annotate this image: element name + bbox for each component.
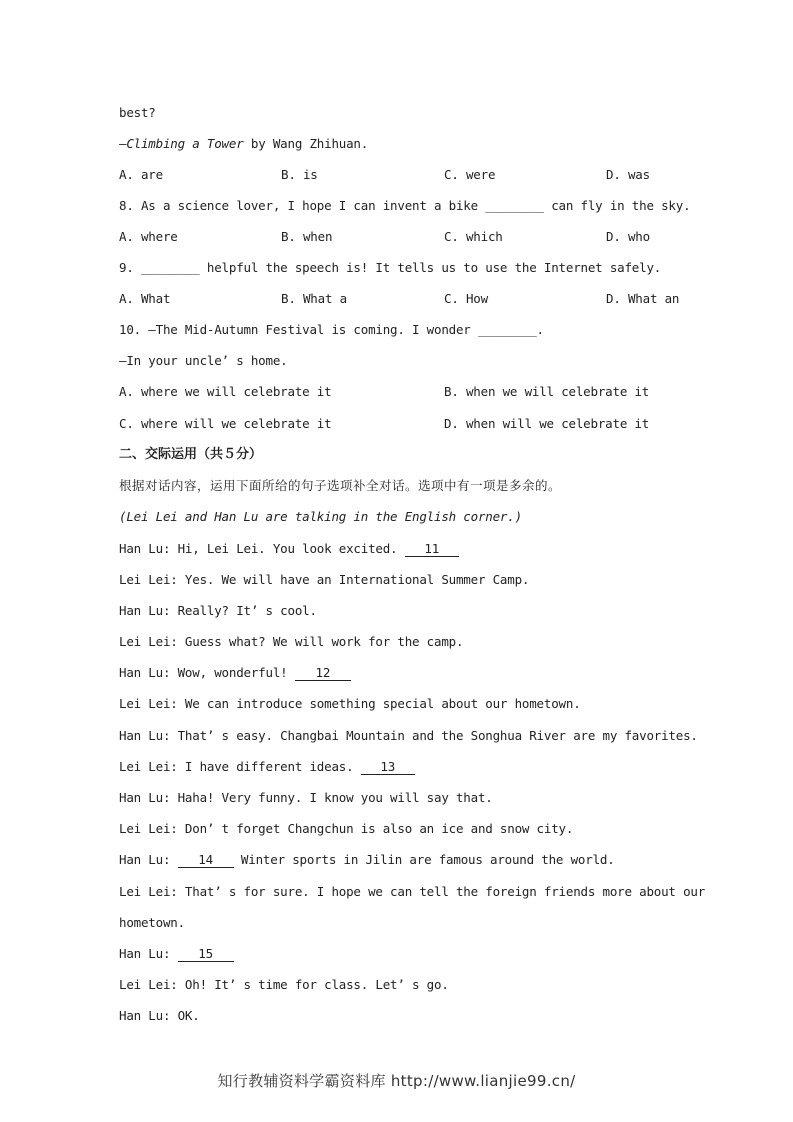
q7-option-a: A. are <box>119 167 163 182</box>
answer-blank-14[interactable]: 14 <box>178 853 234 868</box>
dialogue-line: hometown. <box>119 915 185 930</box>
q9-option-b: B. What a <box>281 291 347 306</box>
dialogue-line: Lei Lei: Guess what? We will work for the camp. <box>119 634 464 649</box>
answer-blank-13[interactable]: 13 <box>361 760 415 775</box>
q9-option-c: C. How <box>444 291 488 306</box>
answer-blank-12[interactable]: 12 <box>295 666 351 681</box>
q10-stem: 10. —The Mid-Autumn Festival is coming. I wonder ________. <box>119 322 544 337</box>
dialogue-line <box>119 665 351 681</box>
q9-option-d: D. What an <box>606 291 680 306</box>
q10-option-a: A. where we will celebrate it <box>119 384 332 399</box>
dialogue-text: Lei Lei: I have different ideas. <box>119 759 361 774</box>
q9-option-a: A. What <box>119 291 171 306</box>
dialogue-line: Han Lu: Really? It’ s cool. <box>119 603 317 618</box>
q7-answer <box>119 136 368 152</box>
q7-option-b: B. is <box>281 167 318 182</box>
dialogue-line: Han Lu: OK. <box>119 1008 200 1023</box>
footer-watermark: 知行教辅资料学霸资料库 http://www.lianjie99.cn/ <box>217 1072 576 1090</box>
q9-stem: 9. ________ helpful the speech is! It tells us to use the Internet safely. <box>119 260 662 275</box>
q8-option-c: C. which <box>444 229 503 244</box>
dialogue-line: Lei Lei: Oh! It’ s time for class. Let’ s go. <box>119 977 449 992</box>
dialogue-line <box>119 852 615 868</box>
dialogue-scene: (Lei Lei and Han Lu are talking in the English corner.) <box>119 509 522 524</box>
section-instruction: 根据对话内容，运用下面所给的句子选项补全对话。选项中有一项是多余的。 <box>119 478 562 493</box>
q10-option-b: B. when we will celebrate it <box>444 384 650 399</box>
dialogue-line <box>119 946 234 962</box>
dialogue-text: Han Lu: <box>119 946 178 961</box>
q8-option-d: D. who <box>606 229 650 244</box>
q7-answer-title: Climbing a Tower <box>126 136 244 151</box>
dialogue-text: Winter sports in Jilin are famous around the world. <box>233 852 615 867</box>
answer-blank-15[interactable]: 15 <box>178 947 234 962</box>
dialogue-line: Lei Lei: That’ s for sure. I hope we can tell the foreign friends more about our <box>119 884 706 899</box>
dialogue-line: Han Lu: Haha! Very funny. I know you will say that. <box>119 790 493 805</box>
dialogue-line: Lei Lei: Don’ t forget Changchun is also an ice and snow city. <box>119 821 574 836</box>
answer-blank-11[interactable]: 11 <box>405 542 459 557</box>
q10-option-d: D. when will we celebrate it <box>444 416 650 431</box>
dialogue-line <box>119 541 459 557</box>
dialogue-text: Han Lu: Hi, Lei Lei. You look excited. <box>119 541 405 556</box>
section-heading: 二、交际运用（共５分） <box>119 447 263 462</box>
q10-option-c: C. where will we celebrate it <box>119 416 332 431</box>
dialogue-line: Han Lu: That’ s easy. Changbai Mountain and the Songhua River are my favorites. <box>119 728 698 743</box>
q7-stem-continuation: best? <box>119 105 156 120</box>
q7-option-d: D. was <box>606 167 650 182</box>
dialogue-text: Han Lu: Wow, wonderful! <box>119 665 295 680</box>
dialogue-line <box>119 759 415 775</box>
q8-option-a: A. where <box>119 229 178 244</box>
dialogue-line: Lei Lei: We can introduce something special about our hometown. <box>119 696 581 711</box>
dialogue-text: Han Lu: <box>119 852 178 867</box>
q7-answer-author: by Wang Zhihuan. <box>243 136 369 151</box>
q7-option-c: C. were <box>444 167 496 182</box>
q10-reply: —In your uncle’ s home. <box>119 353 288 368</box>
q8-stem: 8. As a science lover, I hope I can invent a bike ________ can fly in the sky. <box>119 198 691 213</box>
q7-answer-dash: — <box>119 136 127 151</box>
q8-option-b: B. when <box>281 229 333 244</box>
dialogue-line: Lei Lei: Yes. We will have an International Summer Camp. <box>119 572 530 587</box>
